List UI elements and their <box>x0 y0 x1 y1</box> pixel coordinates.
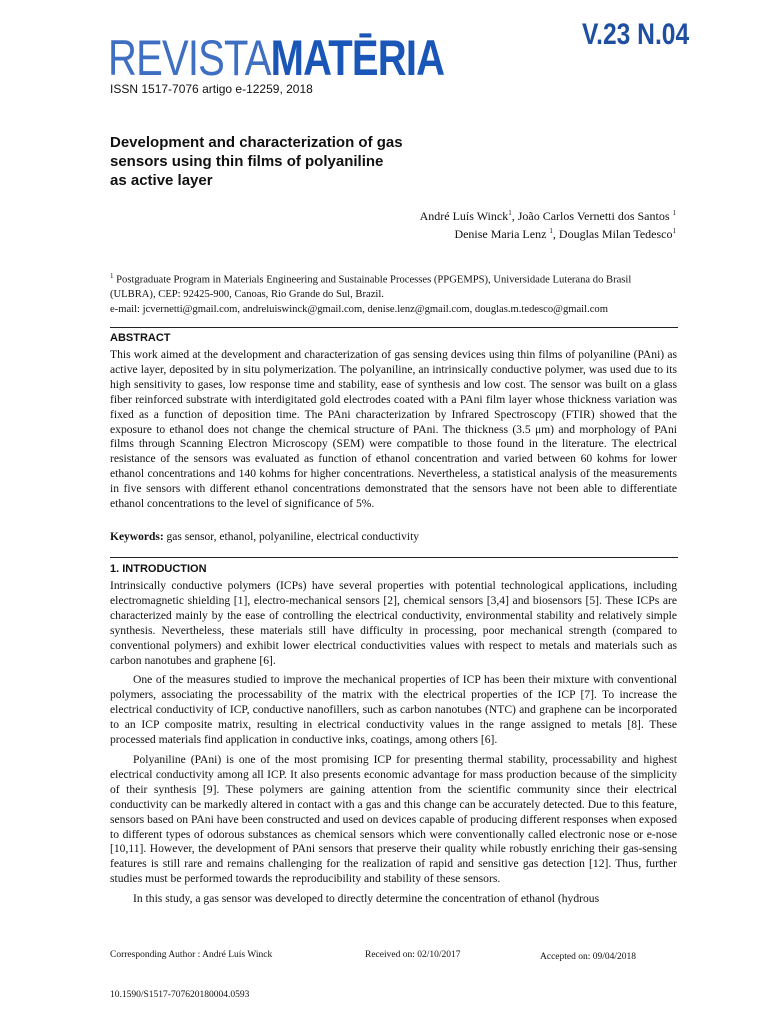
author-line-2 <box>256 224 676 242</box>
abstract-body <box>110 348 677 517</box>
email-list: e-mail: jcvernetti@gmail.com, andreluiswinck@gmail.com, denise.lenz@gmail.com, douglas.m.tedesco@gmail.com <box>110 303 608 315</box>
abstract-paragraph: This work aimed at the development and characterization of gas sensing devices using thin films of polyaniline (PAni) as active layer, deposited by in situ polymerization. The polyaniline, an intrinsically conductive polymer, was used due to its high sensitivity to gases, low response time and stability, ease of synthesis and low cost. The sensor was built on a glass fiber reinforced substrate with interdigitated gold electrodes coated with a PAni film layer whose thickness variation was fixed as a function of deposition time. The PAni characterization by Infrared Spectroscopy (FTIR) showed that the exposure to ethanol does not change the chemical structure of PAni. The thickness (3.5 μm) and morphology of PAni films through Scanning Electron Microscopy (SEM) were compatible to those found in the literature. The electrical resistance of the sensors was evaluated as function of ethanol concentration and varied between 60 kohms for lower ethanol concentrations and 140 kohms for higher concentrations. Nevertheless, a statistical analysis of the measurements in five sensors with different ethanol concentrations demonstrated that the sensors have not been able to differentiate ethanol concentrations to the level of significance of 5%. <box>110 348 677 511</box>
volume-issue-label: V.23 N.04 <box>582 18 690 51</box>
affiliation-marker: 1 <box>549 227 553 235</box>
abstract-heading: ABSTRACT <box>110 332 171 344</box>
affiliation-marker: 1 <box>110 272 114 280</box>
accepted-date: Accepted on: 09/04/2018 <box>540 952 637 962</box>
journal-logo <box>108 30 444 86</box>
affiliation-block <box>110 269 676 317</box>
author-name: , Douglas Milan Tedesco <box>552 227 673 241</box>
divider-line <box>110 557 678 558</box>
logo-text-materia: MATĒRIA <box>270 30 445 86</box>
affiliation-marker: 1 <box>672 227 676 235</box>
divider-line <box>110 327 678 328</box>
keywords-label: Keywords: <box>110 531 164 543</box>
body-paragraph: In this study, a gas sensor was developed to directly determine the concentration of ethanol (hydrous <box>133 892 600 906</box>
affiliation-text: $^1$ Postgraduate Program in Materials Engineering and Sustainable Processes (PPGEMPS), Universidade Luterana do Brasil (ULBRA), CEP: 92425-900, Canoas, Rio Grande do Sul, Brazil. <box>110 272 632 301</box>
body-paragraph: Intrinsically conductive polymers (ICPs) have several properties with potential technological applications, including electromagnetic shielding [1], electro-mechanical sensors [2], chemical sensors [3,4] and biosensors [5]. These ICPs are characterized mainly by the ease of controlling the electrical conductivity, environmental stability and relatively simple synthesis. Nevertheless, these materials still have difficulty in processing, poor mechanical strength (compared to conventional polymers) and exhibit lower electrical conductivities values with respect to metals and materials such as carbon nanotubes and graphene [6]. <box>110 579 677 667</box>
received-date: Received on: 02/10/2017 <box>365 950 461 960</box>
doi-line: 10.1590/S1517-707620180004.0593 <box>110 990 250 1000</box>
author-line-1 <box>256 206 676 224</box>
author-name: Denise Maria Lenz <box>454 227 550 241</box>
keywords-line <box>110 530 677 544</box>
keywords-list: gas sensor, ethanol, polyaniline, electrical conductivity <box>163 531 420 543</box>
affiliation-marker: 1 <box>672 209 676 217</box>
author-name: , João Carlos Vernetti dos Santos <box>511 209 673 223</box>
author-list <box>256 206 676 242</box>
issn-line: ISSN 1517-7076 artigo e-12259, 2018 <box>110 82 313 96</box>
body-paragraph: Polyaniline (PAni) is one of the most promising ICP for presenting thermal stability, processability and highest electrical conductivity among all ICP. It also presents economic advantage for mass production because of the simplicity of their synthesis [9]. These polymers are gaining attention from the scientific community since their electrical conductivity can be markedly altered in contact with a gas and this change can be accurately detected. Due to this feature, sensors based on PAni have been constructed and used on devices capable of producing different responses when exposed to different types of odorous substances as chemical sensors which were conventionally called electronic nose or e-nose [10,11]. However, the development of PAni sensors that preserve their quality while robustly enriching their gas-sensing features is still rare and remains challenging for the realization of rapid and sensitive gas detection [12]. Thus, further studies must be performed towards the reproducibility and stability of these sensors. <box>110 752 677 886</box>
corresponding-author: Corresponding Author : André Luís Winck <box>110 950 273 960</box>
introduction-heading: 1. INTRODUCTION <box>110 563 207 575</box>
author-name: André Luís Winck <box>419 209 509 223</box>
paper-title: Development and characterization of gas sensors using thin films of polyaniline as active layer <box>110 134 403 189</box>
affiliation-marker: 1 <box>508 209 512 217</box>
introduction-body <box>110 579 677 912</box>
logo-text-revista: REVISTA <box>108 30 271 86</box>
body-paragraph: One of the measures studied to improve the mechanical properties of ICP has been their mixture with conventional polymers, associating the processability of the matrix with the electrical properties of the ICP [7]. To increase the electrical conductivity of ICP, conductive nanofillers, such as carbon nanotubes (NTC) and graphene can be incorporated to an ICP composite matrix, resulting in electrical conductivity values in the range assigned to metals [8]. These processed materials find application in conductive inks, coatings, among others [6]. <box>110 673 677 747</box>
